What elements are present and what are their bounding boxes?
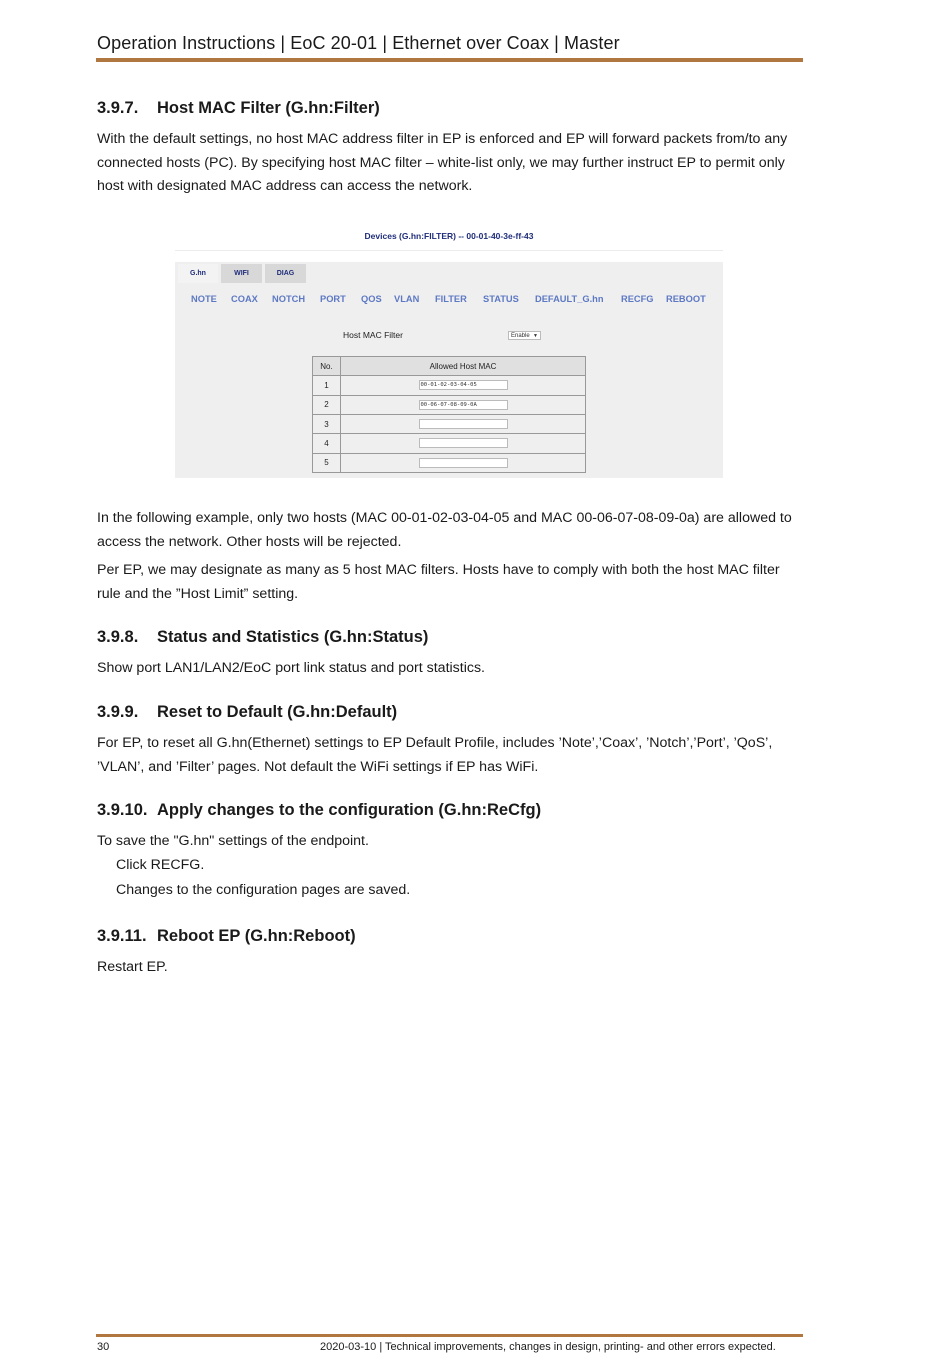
host-mac-filter-label: Host MAC Filter — [343, 330, 403, 340]
mac-input[interactable] — [419, 419, 508, 429]
host-mac-filter-select[interactable] — [508, 331, 541, 340]
section-number: 3.9.11. — [97, 927, 147, 945]
document-header-title: Operation Instructions | EoC 20-01 | Ethernet over Coax | Master — [97, 33, 620, 53]
section-heading-3-9-9 — [97, 703, 397, 722]
tab-diag[interactable]: DIAG — [265, 264, 306, 283]
mac-cell — [341, 453, 586, 472]
paragraph-filter-example: In the following example, only two hosts (MAC 00-01-02-03-04-05 and MAC 00-06-07-08-09-0a) are allowed to access the network. Other hosts will be rejected. — [97, 510, 792, 550]
nav-coax[interactable]: COAX — [231, 294, 258, 304]
paragraph-default: For EP, to reset all G.hn(Ethernet) settings to EP Default Profile, includes ’Note’,’Coax’, ’Notch’,’Port’, ’QoS’, ’VLAN’, and ’Filter’ pages. Not default the WiFi settings if EP has WiFi. — [97, 735, 773, 775]
section-number: 3.9.10. — [97, 801, 148, 819]
header-rule — [96, 58, 803, 62]
nav-notch[interactable]: NOTCH — [272, 294, 306, 304]
section-heading-3-9-11 — [97, 927, 356, 946]
ghn-subnav — [175, 294, 723, 308]
paragraph-filter-intro: With the default settings, no host MAC address filter in EP is enforced and EP will forward packets from/to any connected hosts (PC). By specifying host MAC filter – white-list only, we may further instruct EP to permit only host with designated MAC address can access the network. — [97, 131, 788, 194]
table-row — [313, 395, 586, 414]
section-heading-3-9-7 — [97, 99, 380, 118]
row-number: 2 — [313, 395, 341, 414]
paragraph-recfg: To save the "G.hn" settings of the endpoint. — [97, 833, 369, 849]
screenshot-divider — [175, 250, 723, 251]
footer-note: 2020-03-10 | Technical improvements, changes in design, printing- and other errors expected. — [320, 1341, 776, 1353]
nav-default-ghn[interactable]: DEFAULT_G.hn — [535, 294, 604, 304]
mac-cell — [341, 414, 586, 433]
table-row — [313, 414, 586, 433]
mac-cell — [341, 434, 586, 453]
paragraph-reboot: Restart EP. — [97, 959, 168, 975]
nav-status[interactable]: STATUS — [483, 294, 519, 304]
section-number: 3.9.7. — [97, 99, 139, 117]
paragraph-filter-limit: Per EP, we may designate as many as 5 host MAC filters. Hosts have to comply with both the host MAC filter rule and the ”Host Limit” setting. — [97, 562, 780, 602]
screenshot-panel — [175, 262, 723, 478]
chevron-down-icon: ▼ — [533, 333, 538, 339]
column-header-mac: Allowed Host MAC — [341, 357, 586, 376]
row-number: 1 — [313, 376, 341, 395]
nav-reboot[interactable]: REBOOT — [666, 294, 706, 304]
section-heading-3-9-10 — [97, 801, 541, 820]
paragraph-status: Show port LAN1/LAN2/EoC port link status and port statistics. — [97, 660, 485, 676]
nav-filter[interactable]: FILTER — [435, 294, 467, 304]
allowed-mac-table — [312, 356, 586, 473]
table-row — [313, 434, 586, 453]
row-number: 3 — [313, 414, 341, 433]
table-row — [313, 453, 586, 472]
page-number: 30 — [97, 1341, 110, 1353]
tab-wifi[interactable]: WIFI — [221, 264, 262, 283]
footer-rule — [96, 1334, 803, 1337]
tab-ghn[interactable]: G.hn — [178, 264, 218, 283]
mac-input[interactable] — [419, 458, 508, 468]
section-title: Reset to Default (G.hn:Default) — [157, 703, 398, 721]
section-title: Host MAC Filter (G.hn:Filter) — [157, 99, 380, 117]
mac-cell — [341, 376, 586, 395]
nav-recfg[interactable]: RECFG — [621, 294, 654, 304]
host-mac-filter-value: Enable — [511, 333, 530, 339]
mac-cell — [341, 395, 586, 414]
section-number: 3.9.8. — [97, 628, 139, 646]
nav-vlan[interactable]: VLAN — [394, 294, 420, 304]
nav-note[interactable]: NOTE — [191, 294, 217, 304]
section-number: 3.9.9. — [97, 703, 139, 721]
mac-input[interactable]: 00-01-02-03-04-05 — [419, 380, 508, 390]
row-number: 4 — [313, 434, 341, 453]
mac-input[interactable] — [419, 438, 508, 448]
column-header-no: No. — [313, 357, 341, 376]
section-title: Reboot EP (G.hn:Reboot) — [157, 927, 356, 945]
recfg-step-2: Changes to the configuration pages are saved. — [116, 882, 411, 898]
recfg-step-1: Click RECFG. — [116, 857, 205, 873]
row-number: 5 — [313, 453, 341, 472]
nav-qos[interactable]: QOS — [361, 294, 382, 304]
screenshot-title: Devices (G.hn:FILTER) -- 00-01-40-3e-ff-43 — [364, 231, 534, 241]
nav-port[interactable]: PORT — [320, 294, 346, 304]
section-title: Apply changes to the configuration (G.hn:ReCfg) — [157, 801, 542, 819]
section-title: Status and Statistics (G.hn:Status) — [157, 628, 429, 646]
section-heading-3-9-8 — [97, 628, 428, 647]
mac-input[interactable]: 00-06-07-08-09-0A — [419, 400, 508, 410]
table-row — [313, 376, 586, 395]
table-header-row — [313, 357, 586, 376]
